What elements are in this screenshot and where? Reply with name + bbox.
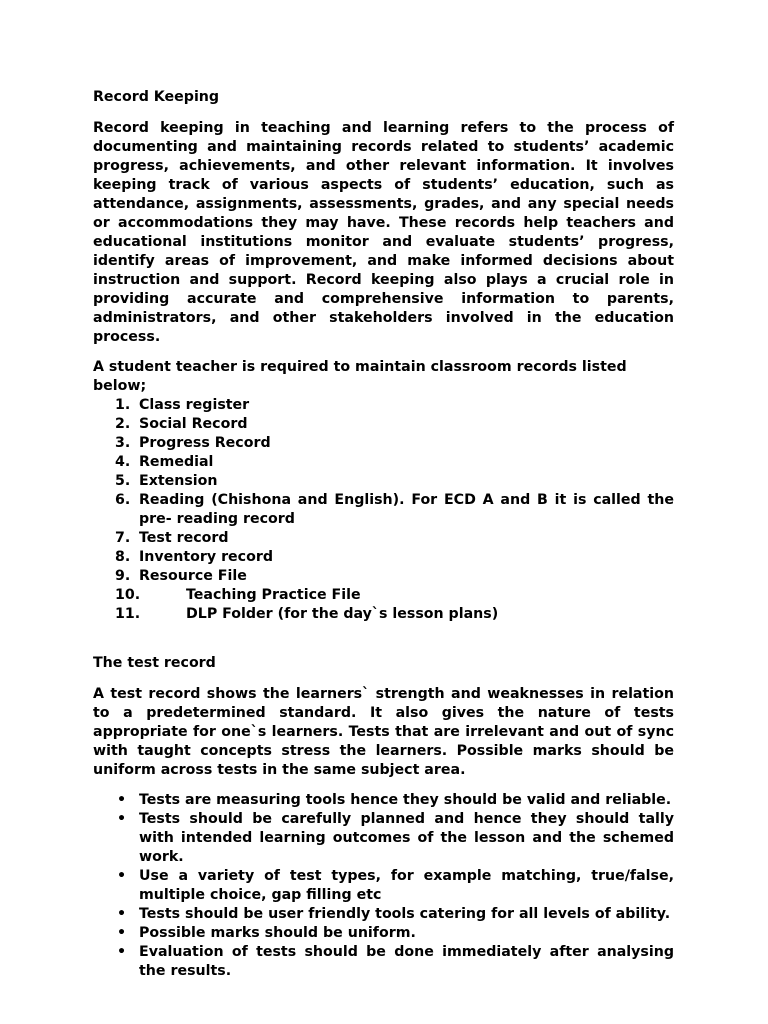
test-record-paragraph: A test record shows the learners` strength and weaknesses in relation to a predetermined standard. It also gives the nature of tests appropriate for one`s learners. Tests that are irrelevant and out of sync with taught concepts stress the learners. Possible marks should be uniform across tests in the same subject area. — [93, 686, 674, 778]
list-number: 5. — [115, 473, 131, 489]
list-number: 9. — [115, 568, 131, 584]
list-item — [93, 586, 674, 605]
list-text: Tests should be user friendly tools catering for all levels of ability. — [139, 906, 671, 922]
list-number: 8. — [115, 549, 131, 565]
list-number: 6. — [115, 492, 131, 508]
list-text: Teaching Practice File — [186, 587, 361, 603]
list-item — [93, 867, 674, 905]
list-item — [93, 943, 674, 981]
list-text: Evaluation of tests should be done immediately after analysing the results. — [139, 944, 674, 979]
test-record-heading: The test record — [93, 655, 216, 671]
list-item — [93, 605, 674, 624]
records-intro: A student teacher is required to maintain classroom records listed below; — [93, 359, 627, 394]
list-item — [93, 415, 674, 434]
list-text: Tests are measuring tools hence they should be valid and reliable. — [139, 792, 672, 808]
document-page — [93, 88, 674, 981]
bullet-icon: • — [117, 906, 127, 922]
list-number: 11. — [115, 606, 141, 622]
list-number: 10. — [115, 587, 141, 603]
test-points-list — [93, 791, 674, 981]
list-text: Social Record — [139, 416, 248, 432]
list-number: 3. — [115, 435, 131, 451]
list-text: DLP Folder (for the day`s lesson plans) — [186, 606, 499, 622]
list-text: Tests should be carefully planned and hence they should tally with intended learning outcomes of the lesson and the schemed work. — [139, 811, 674, 865]
list-text: Remedial — [139, 454, 214, 470]
list-text: Progress Record — [139, 435, 271, 451]
list-text: Resource File — [139, 568, 247, 584]
list-item — [93, 924, 674, 943]
list-item — [93, 791, 674, 810]
bullet-icon: • — [117, 925, 127, 941]
list-item — [93, 548, 674, 567]
section-spacer — [93, 624, 674, 654]
list-item — [93, 396, 674, 415]
bullet-icon: • — [117, 811, 127, 827]
records-list — [93, 396, 674, 624]
list-item — [93, 472, 674, 491]
list-text: Reading (Chishona and English). For ECD A and B it is called the pre- reading record — [139, 492, 674, 527]
list-item — [93, 905, 674, 924]
intro-paragraph: Record keeping in teaching and learning refers to the process of documenting and maintaining records related to students’ academic progress, achievements, and other relevant information. It involves keeping track of various aspects of students’ education, such as attendance, assignments, assessments, grades, and any special needs or accommodations they may have. These records help teachers and educational institutions monitor and evaluate students’ progress, identify areas of improvement, and make informed decisions about instruction and support. Record keeping also plays a crucial role in providing accurate and comprehensive information to parents, administrators, and other stakeholders involved in the education process. — [93, 120, 674, 345]
list-item — [93, 567, 674, 586]
list-item — [93, 491, 674, 529]
list-item — [93, 434, 674, 453]
list-text: Possible marks should be uniform. — [139, 925, 416, 941]
list-text: Class register — [139, 397, 250, 413]
list-number: 2. — [115, 416, 131, 432]
bullet-icon: • — [117, 944, 127, 960]
list-text: Use a variety of test types, for example matching, true/false, multiple choice, gap filling etc — [139, 868, 674, 903]
list-text: Extension — [139, 473, 218, 489]
list-item — [93, 453, 674, 472]
list-text: Test record — [139, 530, 229, 546]
bullet-icon: • — [117, 792, 127, 808]
list-number: 7. — [115, 530, 131, 546]
list-item — [93, 810, 674, 867]
list-text: Inventory record — [139, 549, 273, 565]
list-number: 1. — [115, 397, 131, 413]
document-title: Record Keeping — [93, 89, 220, 105]
bullet-icon: • — [117, 868, 127, 884]
list-item — [93, 529, 674, 548]
list-number: 4. — [115, 454, 131, 470]
